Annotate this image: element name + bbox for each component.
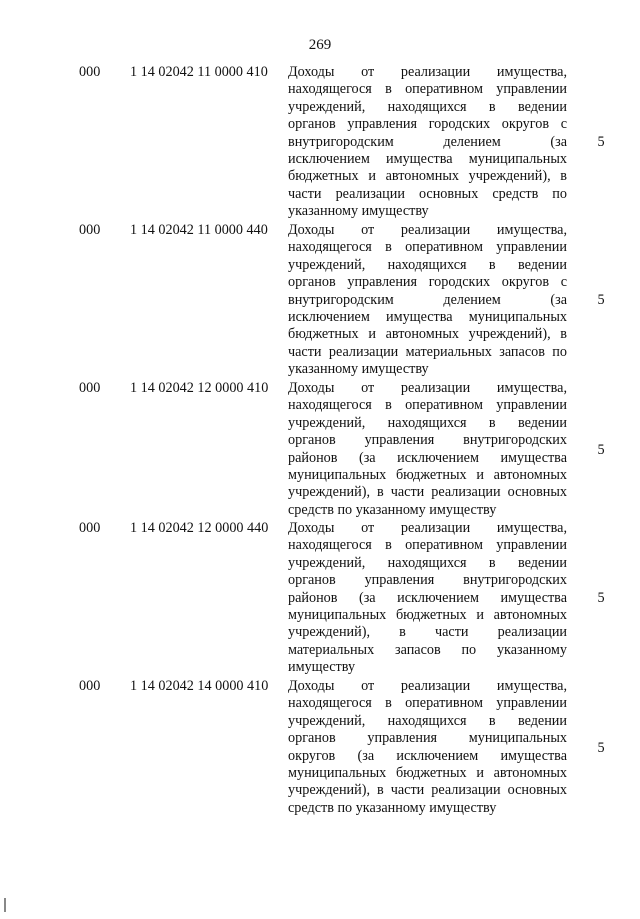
description-line: средств по указанному имуществу xyxy=(288,501,497,518)
income-description xyxy=(288,520,567,677)
description-line: Доходы от реализации имущества, xyxy=(288,222,567,238)
description-line: органов управления внутригородских xyxy=(288,572,567,589)
description-line: органов управления городских округов с xyxy=(288,116,567,133)
description-line: Доходы от реализации имущества, xyxy=(288,520,567,536)
description-line: муниципальных бюджетных и автономных xyxy=(288,607,567,624)
description-line: Доходы от реализации имущества, xyxy=(288,380,567,396)
description-line: районов (за исключением имущества xyxy=(288,449,567,466)
income-description xyxy=(288,222,567,379)
description-line: части реализации материальных запасов по xyxy=(288,343,567,360)
description-line: материальных запасов по указанному xyxy=(288,641,567,658)
description-line: муниципальных бюджетных и автономных xyxy=(288,765,567,782)
description-line: Доходы от реализации имущества, xyxy=(288,678,567,694)
description-line: муниципальных бюджетных и автономных xyxy=(288,467,567,484)
page-number: 269 xyxy=(308,37,332,53)
description-line: округов (за исключением имущества xyxy=(288,747,567,764)
description-line: учреждений, находящихся в ведении xyxy=(288,98,567,115)
admin-code: 000 xyxy=(79,380,101,396)
admin-code: 000 xyxy=(79,678,101,694)
description-line: учреждений), в части реализации основных xyxy=(288,782,567,799)
description-line: учреждений, находящихся в ведении xyxy=(288,554,567,571)
rate-value: 5 xyxy=(597,740,605,756)
description-line: учреждений, находящихся в ведении xyxy=(288,256,567,273)
description-line: учреждений, находящихся в ведении xyxy=(288,414,567,431)
description-line: имуществу xyxy=(288,659,356,676)
budget-classification-code: 1 14 02042 12 0000 410 xyxy=(130,380,269,396)
description-line: учреждений, находящихся в ведении xyxy=(288,712,567,729)
description-line: указанному имуществу xyxy=(288,203,429,220)
description-line: находящегося в оперативном управлении xyxy=(288,397,567,414)
description-line: Доходы от реализации имущества, xyxy=(288,64,567,80)
rate-value: 5 xyxy=(597,134,605,150)
budget-classification-code: 1 14 02042 11 0000 440 xyxy=(130,222,268,238)
description-line: находящегося в оперативном управлении xyxy=(288,537,567,554)
budget-classification-code: 1 14 02042 11 0000 410 xyxy=(130,64,268,80)
description-line: находящегося в оперативном управлении xyxy=(288,81,567,98)
description-line: находящегося в оперативном управлении xyxy=(288,695,567,712)
description-line: внутригородским делением (за xyxy=(288,133,567,150)
budget-classification-code: 1 14 02042 12 0000 440 xyxy=(130,520,269,536)
rate-value: 5 xyxy=(597,590,605,606)
income-description xyxy=(288,678,567,817)
description-line: средств по указанному имуществу xyxy=(288,799,497,816)
description-line: исключением имущества муниципальных xyxy=(288,151,567,168)
description-line: части реализации основных средств по xyxy=(288,185,567,202)
income-description xyxy=(288,380,567,519)
description-line: бюджетных и автономных учреждений), в xyxy=(288,326,567,343)
description-line: внутригородским делением (за xyxy=(288,291,567,308)
description-line: исключением имущества муниципальных xyxy=(288,309,567,326)
description-line: органов управления городских округов с xyxy=(288,274,567,291)
description-line: указанному имуществу xyxy=(288,361,429,378)
description-line: органов управления муниципальных xyxy=(288,730,567,747)
rate-value: 5 xyxy=(597,442,605,458)
income-description xyxy=(288,64,567,221)
rate-value: 5 xyxy=(597,292,605,308)
description-line: учреждений), в части реализации xyxy=(288,624,567,641)
description-line: бюджетных и автономных учреждений), в xyxy=(288,168,567,185)
description-line: находящегося в оперативном управлении xyxy=(288,239,567,256)
description-line: органов управления внутригородских xyxy=(288,432,567,449)
description-line: районов (за исключением имущества xyxy=(288,589,567,606)
admin-code: 000 xyxy=(79,222,101,238)
description-line: учреждений), в части реализации основных xyxy=(288,484,567,501)
admin-code: 000 xyxy=(79,64,101,80)
budget-classification-code: 1 14 02042 14 0000 410 xyxy=(130,678,269,694)
admin-code: 000 xyxy=(79,520,101,536)
scan-edge-mark xyxy=(4,898,6,912)
